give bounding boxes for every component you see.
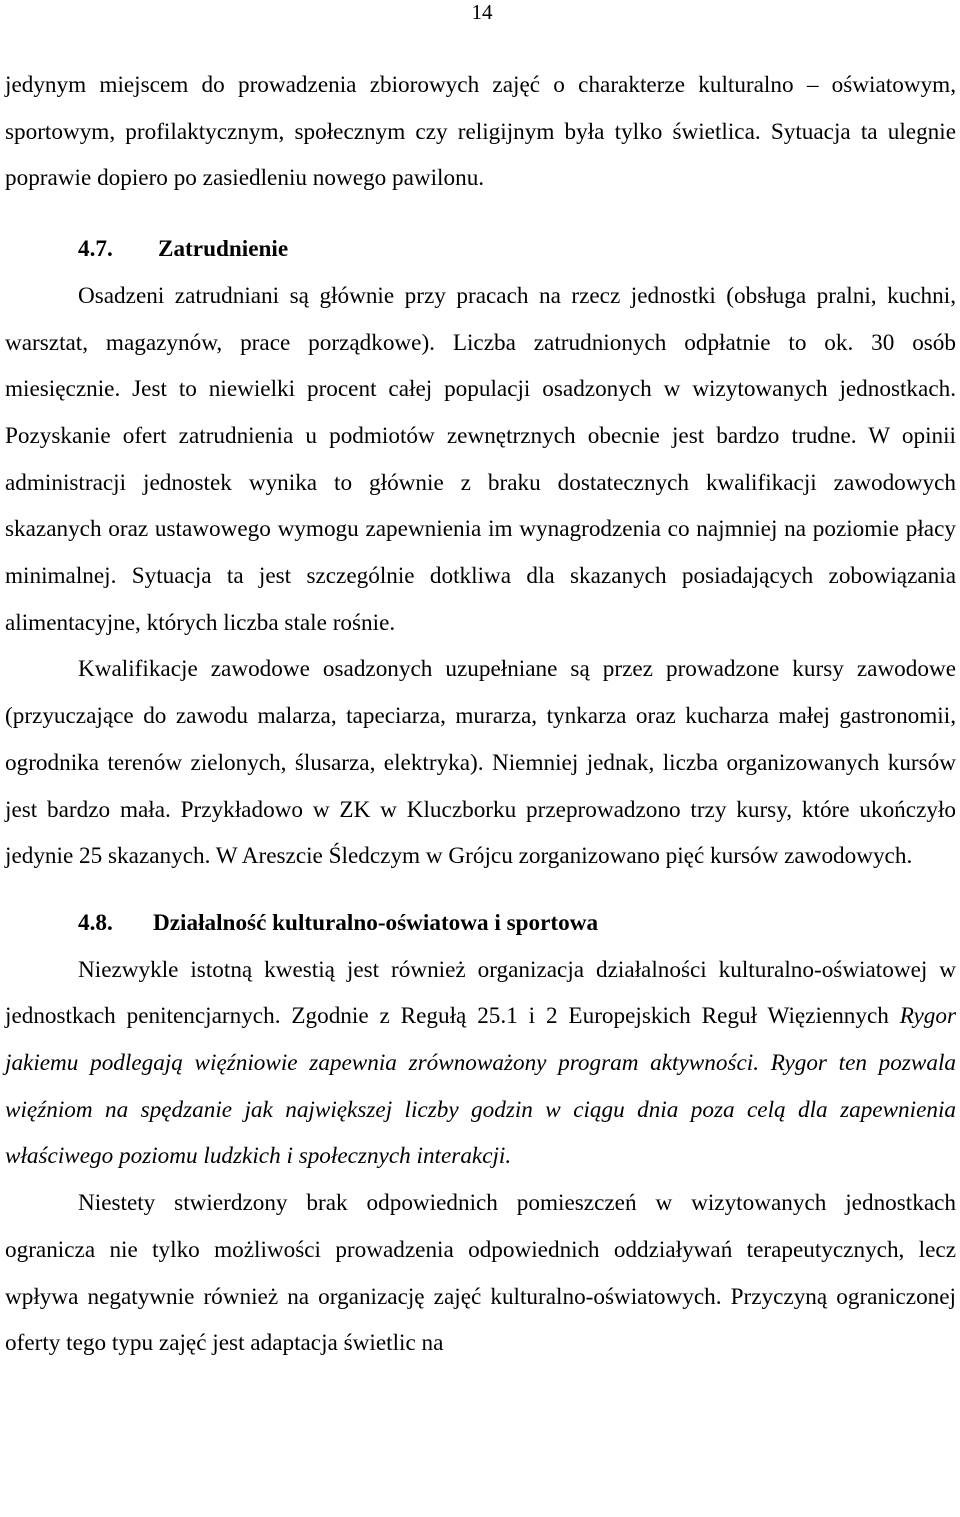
paragraph-employment-2: Kwalifikacje zawodowe osadzonych uzupełniane są przez prowadzone kursy zawodowe (przyuczające do zawodu malarza, tapeciarza, murarza, tynkarza oraz kucharza małej gastronomii, ogrodnika terenów zielonych, ślusarza, elektryka). Niemniej jednak, liczba organizowanych kursów jest bardzo mała. Przykładowo w ZK w Kluczborku przeprowadzono trzy kursy, które ukończyło jedynie 25 skazanych. W Areszcie Śledczym w Grójcu zorganizowano pięć kursów zawodowych. — [5, 656, 956, 870]
page-number: 14 — [471, 0, 493, 24]
paragraph-lead-text: Niezwykle istotną kwestią jest również organizacja działalności kulturalno-oświatowej w jednostkach penitencjarnych. Zgodnie z Regułą 25.1 i 2 Europejskich Reguł Więziennych — [5, 956, 956, 1030]
section-title: Działalność kulturalno-oświatowa i sportowa — [153, 909, 599, 936]
document-body — [5, 62, 956, 1367]
paragraph-culture-2: Niestety stwierdzony brak odpowiednich pomieszczeń w wizytowanych jednostkach ogranicza nie tylko możliwości prowadzenia odpowiednich oddziaływań terapeutycznych, lecz wpływa negatywnie również na organizację zajęć kulturalno-oświatowych. Przyczyną ograniczonej oferty tego typu zajęć jest adaptacja świetlic na — [5, 1190, 956, 1357]
section-number: 4.8. — [78, 909, 113, 936]
rule-quote: Rygor jakiemu podlegają więźniowie zapewnia zrównoważony program aktywności. Rygor ten pozwala więźniom na spędzanie jak największej liczby godzin w ciągu dnia poza celą dla zapewnienia właściwego poziomu ludzkich i społecznych interakcji. — [5, 1003, 956, 1170]
section-number: 4.7. — [78, 236, 113, 263]
paragraph-culture-1 — [5, 947, 956, 1181]
section-title: Zatrudnienie — [158, 236, 289, 263]
section-heading-4-8 — [5, 900, 956, 947]
section-heading-4-7 — [5, 226, 956, 273]
paragraph-intro: jedynym miejscem do prowadzenia zbiorowych zajęć o charakterze kulturalno – oświatowym, sportowym, profilaktycznym, społecznym czy religijnym była tylko świetlica. Sytuacja ta ulegnie poprawie dopiero po zasiedleniu nowego pawilonu. — [5, 72, 956, 192]
paragraph-employment-1: Osadzeni zatrudniani są głównie przy pracach na rzecz jednostki (obsługa pralni, kuchni, warsztat, magazynów, prace porządkowe). Liczba zatrudnionych odpłatnie to ok. 30 osób miesięcznie. Jest to niewielki procent całej populacji osadzonych w wizytowanych jednostkach. Pozyskanie ofert zatrudnienia u podmiotów zewnętrznych obecnie jest bardzo trudne. W opinii administracji jednostek wynika to głównie z braku dostatecznych kwalifikacji zawodowych skazanych oraz ustawowego wymogu zapewnienia im wynagrodzenia co najmniej na poziomie płacy minimalnej. Sytuacja ta jest szczególnie dotkliwa dla skazanych posiadających zobowiązania alimentacyjne, których liczba stale rośnie. — [5, 282, 956, 636]
